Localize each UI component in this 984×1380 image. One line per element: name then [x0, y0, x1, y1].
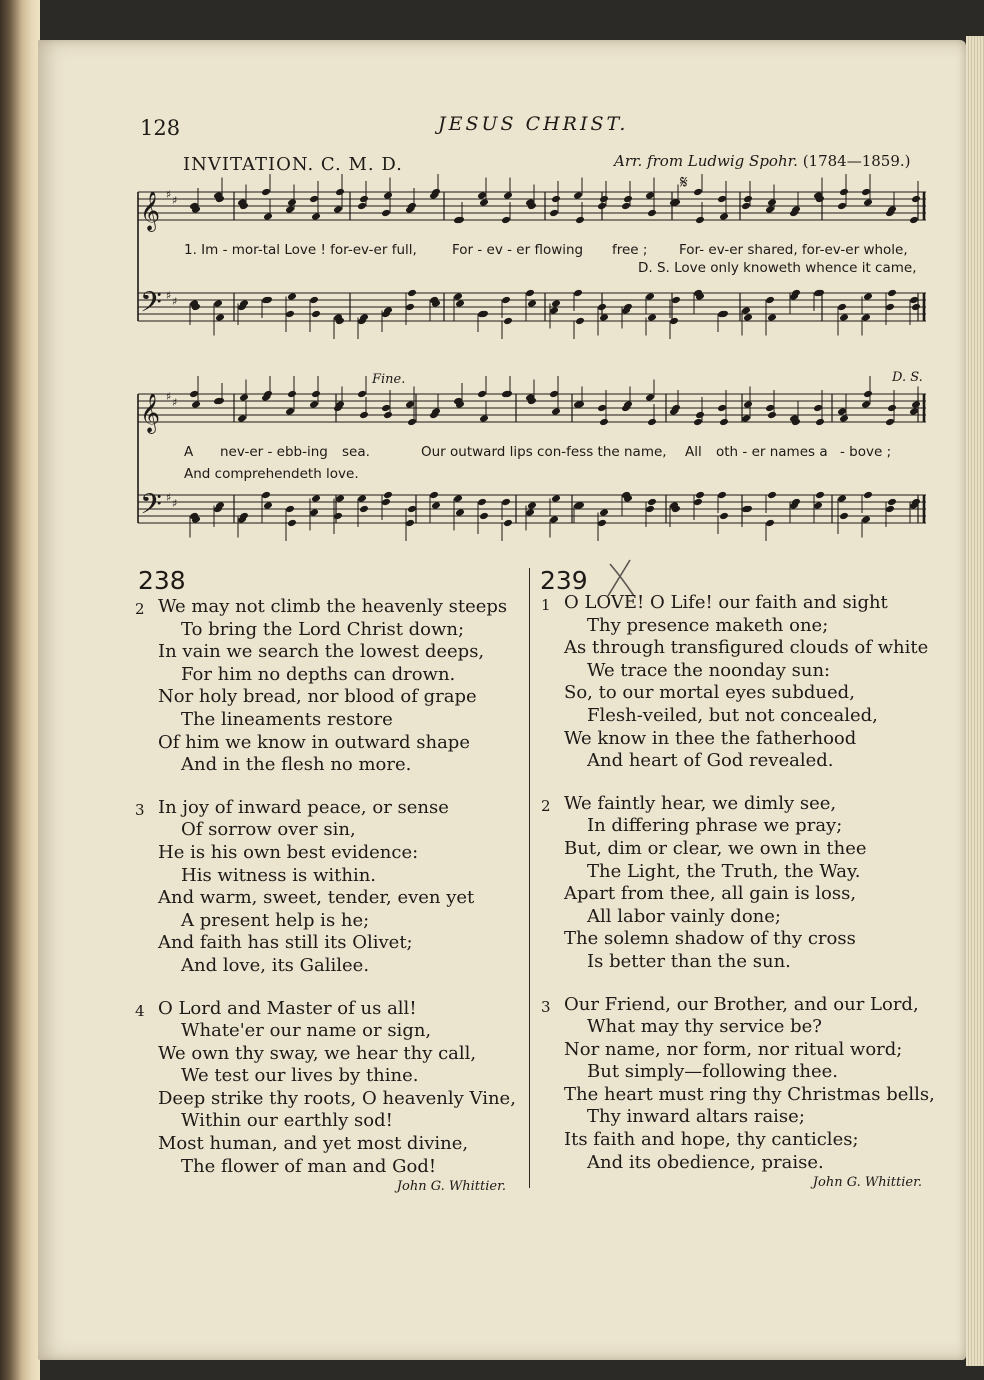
notehead	[309, 195, 319, 203]
verse-line: The solemn shadow of thy cross	[564, 928, 856, 950]
verse-line: So, to our mortal eyes subdued,	[564, 682, 855, 704]
notehead	[647, 498, 657, 506]
notehead	[263, 212, 273, 220]
notehead	[285, 205, 295, 213]
notehead	[743, 400, 753, 408]
notehead	[719, 212, 729, 220]
lyric-s2-f: oth - er names a	[716, 444, 828, 460]
notehead	[767, 411, 777, 419]
notehead	[911, 303, 921, 311]
key-signature-sharp-icon: ♯	[172, 194, 178, 207]
notehead	[405, 400, 415, 408]
notehead	[885, 505, 895, 513]
notehead	[477, 191, 487, 199]
verse-line: The flower of man and God!	[181, 1155, 437, 1177]
notehead	[645, 393, 655, 401]
verse	[541, 993, 944, 1175]
hymn-238-number: 238	[138, 566, 186, 595]
notehead	[861, 515, 871, 523]
notehead	[599, 195, 609, 203]
lyric-s2-g: - bove ;	[840, 444, 892, 460]
notehead	[287, 292, 297, 300]
verse-line: Thy inward altars raise;	[587, 1106, 805, 1128]
notehead	[381, 498, 391, 506]
column-divider	[529, 568, 530, 1188]
notehead	[693, 188, 703, 196]
notehead	[479, 414, 489, 422]
verse-line: The heart must ring thy Christmas bells,	[564, 1083, 935, 1105]
lyric-s2-b: nev-er - ebb-ing	[220, 444, 328, 460]
notehead	[309, 400, 319, 408]
verse-line: O Lord and Master of us all!	[158, 997, 417, 1019]
notehead	[575, 216, 585, 224]
verse-line: And love, its Galilee.	[181, 954, 370, 976]
notehead	[311, 212, 321, 220]
notehead	[359, 411, 369, 419]
key-signature-sharp-icon: ♯	[172, 295, 178, 308]
notehead	[551, 407, 561, 415]
notehead	[407, 289, 417, 297]
notehead	[813, 501, 823, 509]
verse-line: And its obedience, praise.	[587, 1151, 824, 1173]
notehead	[621, 202, 631, 210]
notehead	[743, 195, 753, 203]
notehead	[359, 195, 369, 203]
notehead	[453, 494, 463, 502]
notehead	[503, 191, 513, 199]
verse-line: Our Friend, our Brother, and our Lord,	[564, 993, 919, 1015]
verse-number: 2	[135, 600, 145, 618]
notehead	[597, 202, 607, 210]
verse-line: And in the flesh no more.	[181, 754, 412, 776]
arranger-dates: (1784—1859.)	[802, 152, 911, 170]
notehead	[695, 216, 705, 224]
verse-line: We faintly hear, we dimly see,	[564, 792, 837, 814]
notehead	[767, 491, 777, 499]
notehead	[647, 418, 657, 426]
lyric-s1-c: free ;	[612, 242, 648, 258]
notehead	[213, 299, 223, 307]
verse-line: We know in thee the fatherhood	[564, 727, 857, 749]
verse-line: Nor holy bread, nor blood of grape	[158, 686, 477, 708]
notehead	[189, 390, 199, 398]
verse-number: 1	[541, 596, 551, 614]
notehead	[645, 191, 655, 199]
verse	[135, 796, 528, 978]
notehead	[549, 515, 559, 523]
verse-line: Apart from thee, all gain is loss,	[564, 883, 857, 905]
notehead	[645, 505, 655, 513]
notehead	[837, 494, 847, 502]
notehead	[815, 418, 825, 426]
notehead	[263, 501, 273, 509]
key-signature-sharp-icon: ♯	[166, 390, 172, 403]
notehead	[669, 317, 679, 325]
lyric-s1-ds: D. S. Love only knoweth whence it came,	[638, 260, 917, 276]
notehead	[743, 313, 753, 321]
notehead	[695, 491, 705, 499]
key-signature-sharp-icon: ♯	[166, 289, 172, 302]
notehead	[311, 494, 321, 502]
notehead	[285, 505, 295, 513]
notehead	[357, 202, 367, 210]
verse-line: Nor name, nor form, nor ritual word;	[564, 1038, 903, 1060]
notehead	[693, 418, 703, 426]
verse-line: We test our lives by thine.	[181, 1065, 419, 1087]
notehead	[477, 498, 487, 506]
notehead	[765, 404, 775, 412]
verse	[135, 596, 528, 777]
notehead	[311, 310, 321, 318]
notehead	[549, 209, 559, 217]
notehead	[597, 404, 607, 412]
notehead	[839, 188, 849, 196]
notehead	[645, 292, 655, 300]
key-signature-sharp-icon: ♯	[166, 188, 172, 201]
notehead	[647, 209, 657, 217]
hymn-author: John G. Whittier.	[812, 1175, 922, 1191]
notehead	[455, 508, 465, 516]
notehead	[285, 407, 295, 415]
verse	[541, 792, 944, 974]
verse	[135, 997, 528, 1179]
verse-line: And heart of God revealed.	[587, 750, 834, 772]
lyric-s2-c: sea.	[342, 444, 370, 460]
notehead	[717, 195, 727, 203]
notehead	[693, 498, 703, 506]
segno-sign: 𝄋	[680, 172, 688, 193]
notehead	[479, 198, 489, 206]
notehead	[765, 205, 775, 213]
notehead	[453, 292, 463, 300]
verse-line: In vain we search the lowest deeps,	[158, 641, 485, 663]
treble-clef-icon: 𝄞	[140, 393, 161, 433]
verse-line: We may not climb the heavenly steeps	[158, 596, 508, 617]
notehead	[309, 296, 319, 304]
notehead	[333, 205, 343, 213]
verse-line: In differing phrase we pray;	[587, 815, 843, 837]
verse-line: His witness is within.	[181, 864, 377, 886]
lyric-s1-d: For- ev-er shared, for-ev-er whole,	[679, 242, 908, 258]
book-spine	[0, 0, 40, 1380]
hymn-239-number: 239	[540, 566, 588, 595]
notehead	[383, 411, 393, 419]
notehead	[839, 414, 849, 422]
notehead	[837, 407, 847, 415]
notehead	[503, 317, 513, 325]
notehead	[719, 512, 729, 520]
notehead	[839, 512, 849, 520]
notehead	[549, 306, 559, 314]
notehead	[525, 289, 535, 297]
tune-name: INVITATION. C. M. D.	[183, 154, 403, 175]
verse-line: But, dim or clear, we own in thee	[564, 837, 867, 859]
lyric-s1-b: For - ev - er flowing	[452, 242, 584, 258]
verse-line: And faith has still its Olivet;	[158, 932, 413, 954]
notehead	[911, 400, 921, 408]
notehead	[647, 313, 657, 321]
notehead	[719, 418, 729, 426]
notehead	[839, 313, 849, 321]
key-signature-sharp-icon: ♯	[172, 497, 178, 510]
arranger-name: Arr. from Ludwig Spohr.	[614, 152, 798, 170]
notehead	[837, 303, 847, 311]
verse-line: And warm, sweet, tender, even yet	[158, 887, 475, 909]
notehead	[597, 303, 607, 311]
notehead	[501, 216, 511, 224]
notehead	[861, 400, 871, 408]
notehead	[863, 390, 873, 398]
verse-line: A present help is he;	[181, 909, 370, 931]
notehead	[599, 313, 609, 321]
verse-line: Flesh-veiled, but not concealed,	[587, 704, 878, 726]
verse-line: We own thy sway, we hear thy call,	[158, 1042, 477, 1064]
verse-line: Most human, and yet most divine,	[158, 1133, 469, 1155]
notehead	[885, 303, 895, 311]
notehead	[383, 191, 393, 199]
notehead	[575, 317, 585, 325]
verse-line: But simply—following thee.	[587, 1061, 838, 1083]
notehead	[573, 289, 583, 297]
notehead	[551, 494, 561, 502]
notehead	[815, 491, 825, 499]
notehead	[767, 313, 777, 321]
notehead	[287, 198, 297, 206]
verse-line: Of him we know in outward shape	[158, 731, 470, 753]
notehead	[503, 519, 513, 527]
notehead	[863, 198, 873, 206]
notehead	[527, 501, 537, 509]
notehead	[741, 306, 751, 314]
notehead	[695, 411, 705, 419]
notehead	[861, 313, 871, 321]
notehead	[381, 404, 391, 412]
notehead	[549, 390, 559, 398]
verse-line: Is better than the sun.	[587, 950, 791, 972]
ds-label: D. S.	[892, 370, 923, 385]
verse-number: 3	[135, 800, 145, 819]
notehead	[501, 296, 511, 304]
notehead	[381, 209, 391, 217]
notehead	[717, 491, 727, 499]
notehead	[261, 491, 271, 499]
notehead	[261, 188, 271, 196]
key-signature-sharp-icon: ♯	[172, 396, 178, 409]
notehead	[237, 414, 247, 422]
page-edges	[966, 36, 984, 1366]
verse-line: Whate'er our name or sign,	[181, 1020, 432, 1042]
verse-line: To bring the Lord Christ down;	[181, 618, 465, 640]
notehead	[597, 519, 607, 527]
notehead	[765, 519, 775, 527]
lyric-s2-a: A	[184, 444, 194, 460]
notehead	[527, 299, 537, 307]
verse-line: The lineaments restore	[181, 708, 393, 730]
notehead	[477, 390, 487, 398]
notehead	[525, 508, 535, 516]
notehead	[239, 393, 249, 401]
notehead	[813, 404, 823, 412]
notehead	[887, 498, 897, 506]
verse-line: For him no depths can drown.	[181, 663, 456, 685]
notehead	[717, 404, 727, 412]
key-signature-sharp-icon: ♯	[166, 491, 172, 504]
notehead	[599, 418, 609, 426]
notehead	[309, 508, 319, 516]
bass-clef-icon: 𝄢	[140, 286, 162, 326]
fine-label: Fine.	[372, 372, 406, 387]
notehead	[741, 202, 751, 210]
notehead	[311, 390, 321, 398]
notehead	[405, 519, 415, 527]
notehead	[623, 195, 633, 203]
notehead	[287, 519, 297, 527]
notehead	[599, 508, 609, 516]
notehead	[767, 198, 777, 206]
verse-line: We trace the noonday sun:	[587, 659, 831, 681]
verse	[541, 592, 944, 773]
notehead	[383, 491, 393, 499]
verse-line: What may thy service be?	[587, 1016, 822, 1038]
verse-number: 3	[541, 997, 551, 1016]
verse-line: Its faith and hope, thy canticles;	[564, 1129, 859, 1151]
bass-clef-icon: 𝄢	[140, 488, 162, 528]
notehead	[285, 310, 295, 318]
notehead	[479, 512, 489, 520]
notehead	[335, 188, 345, 196]
running-head: JESUS CHRIST.	[438, 113, 629, 135]
notehead	[837, 202, 847, 210]
lyric-s2-l2: And comprehendeth love.	[184, 466, 359, 482]
page-number: 128	[140, 116, 181, 140]
music-score	[132, 168, 932, 548]
notehead	[911, 195, 921, 203]
notehead	[431, 501, 441, 509]
verse-line: He is his own best evidence:	[158, 841, 419, 863]
notehead	[863, 491, 873, 499]
verse-line: Thy presence maketh one;	[587, 614, 829, 636]
notehead	[429, 491, 439, 499]
hymn-239	[541, 592, 944, 1191]
notehead	[887, 404, 897, 412]
notehead	[333, 512, 343, 520]
lyric-s2-d: Our outward lips con-fess the name,	[421, 444, 667, 460]
hymn-238	[135, 596, 528, 1195]
notehead	[861, 188, 871, 196]
hymn-author: John G. Whittier.	[396, 1179, 506, 1195]
notehead	[191, 400, 201, 408]
notehead	[501, 498, 511, 506]
notehead	[573, 191, 583, 199]
notehead	[215, 313, 225, 321]
notehead	[863, 292, 873, 300]
verse-line: All labor vainly done;	[587, 905, 781, 927]
lyric-s2-e: All	[685, 444, 702, 460]
notehead	[359, 505, 369, 513]
notehead	[357, 390, 367, 398]
verse-line: Deep strike thy roots, O heavenly Vine,	[158, 1087, 516, 1109]
notehead	[455, 299, 465, 307]
notehead	[357, 494, 367, 502]
verse-line: The Light, the Truth, the Way.	[587, 860, 861, 882]
lyric-s1-a: 1. Im - mor-tal Love ! for-ev-er full,	[184, 242, 417, 258]
verse-line: Within our earthly sod!	[181, 1110, 393, 1132]
verse-number: 2	[541, 796, 551, 815]
verse-line: As through transfigured clouds of white	[564, 637, 929, 659]
verse-line: Of sorrow over sin,	[181, 819, 356, 841]
notehead	[765, 296, 775, 304]
verse-line: O LOVE! O Life! our faith and sight	[564, 592, 888, 613]
notehead	[287, 390, 297, 398]
verse-line: In joy of inward peace, or sense	[158, 796, 449, 818]
notehead	[885, 418, 895, 426]
notehead	[551, 195, 561, 203]
treble-clef-icon: 𝄞	[140, 191, 161, 231]
verse-number: 4	[135, 1001, 145, 1020]
notehead	[551, 299, 561, 307]
notehead	[887, 289, 897, 297]
notehead	[405, 303, 415, 311]
